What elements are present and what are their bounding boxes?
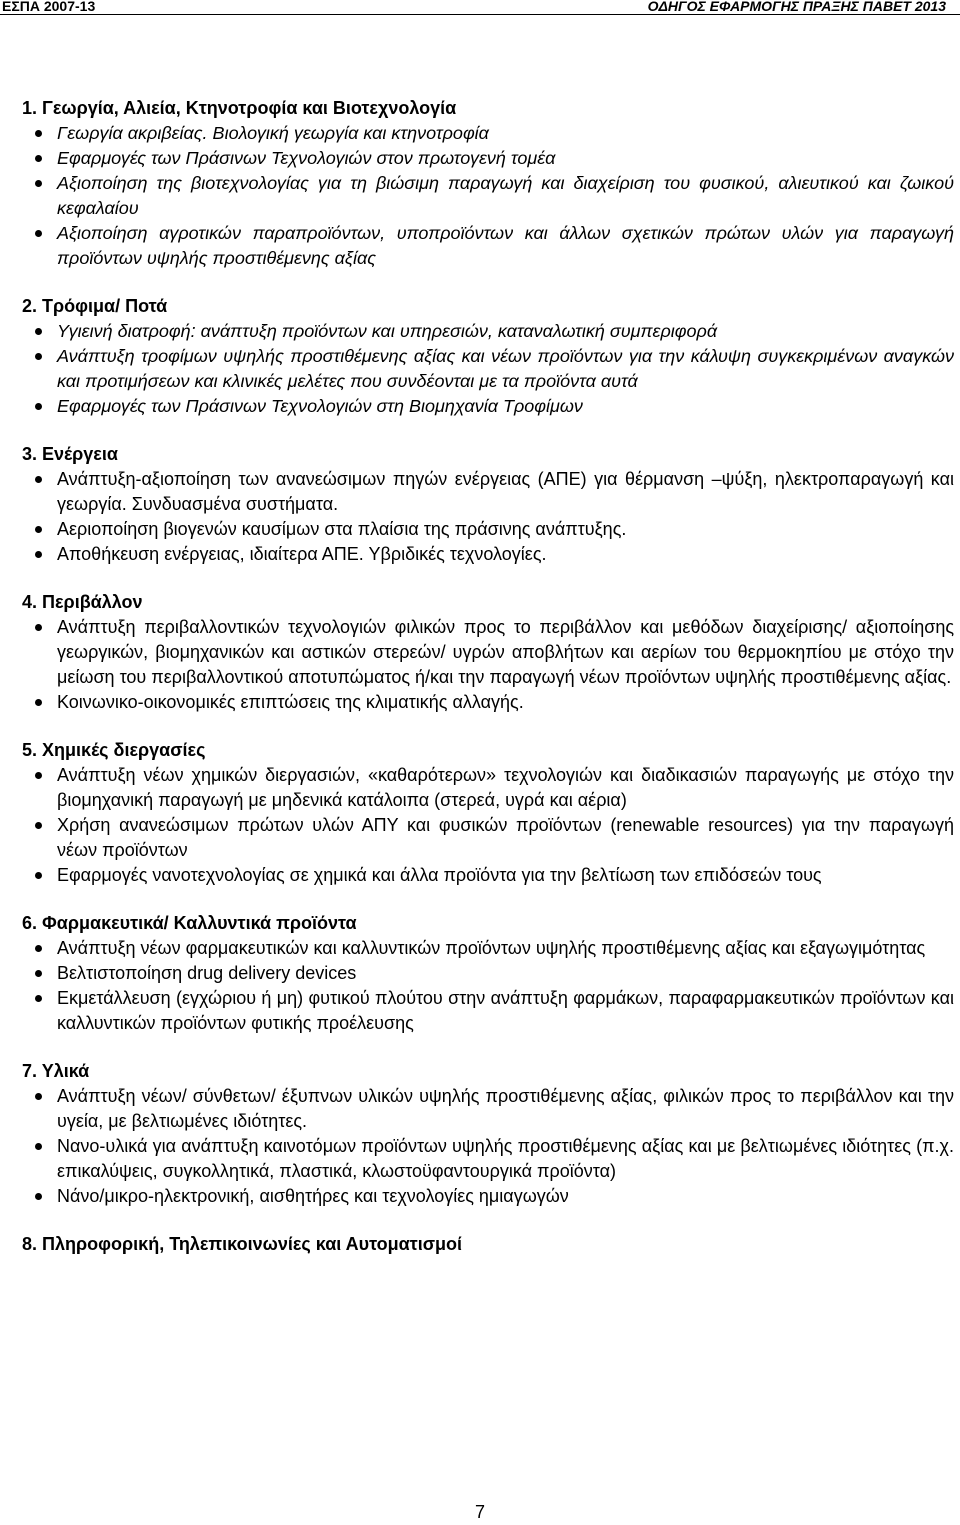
list-item: Νανο-υλικά για ανάπτυξη καινοτόμων προϊόντων υψηλής προστιθέμενης αξίας και με βελτιωμένες ιδιότητες (π.χ. επικαλύψεις, συγκολλητικά, πλαστικά, κλωστοϋφαντουργικά προϊόντα) (22, 1134, 954, 1184)
section-title: 2. Τρόφιμα/ Ποτά (22, 296, 168, 316)
list-item: Εφαρμογές των Πράσινων Τεχνολογιών στον πρωτογενή τομέα (22, 146, 954, 171)
list-item: Ανάπτυξη-αξιοποίηση των ανανεώσιμων πηγών ενέργειας (ΑΠΕ) για θέρμανση –ψύξη, ηλεκτροπαραγωγή και γεωργία. Συνδυασμένα συστήματα. (22, 467, 954, 517)
bullet-list (22, 763, 954, 888)
list-item: Ανάπτυξη περιβαλλοντικών τεχνολογιών φιλικών προς το περιβάλλον και μεθόδων διαχείρισης/ αξιοποίησης γεωργικών, βιομηχανικών και αστικών στερεών/ υγρών αποβλήτων και αερίων του θερμοκηπίου με στόχο την μείωση του περιβαλλοντικού αποτυπώματος ή/και την παραγωγή νέων προϊόντων υψηλής προστιθέμενης αξίας. (22, 615, 954, 690)
page-header (0, 0, 960, 15)
header-right-text: ΟΔΗΓΟΣ ΕΦΑΡΜΟΓΗΣ ΠΡΑΞΗΣ ΠΑΒΕΤ 2013 (647, 0, 946, 14)
page-number: 7 (474, 1502, 485, 1522)
list-item: Βελτιστοποίηση drug delivery devices (22, 961, 954, 986)
list-item: Εφαρμογές των Πράσινων Τεχνολογιών στη Βιομηχανία Τροφίμων (22, 394, 954, 419)
section-8 (22, 1232, 954, 1257)
section-2 (22, 294, 954, 419)
section-title: 1. Γεωργία, Αλιεία, Κτηνοτροφία και Βιοτεχνολογία (22, 98, 457, 118)
list-item: Αξιοποίηση της βιοτεχνολογίας για τη βιώσιμη παραγωγή και διαχείριση του φυσικού, αλιευτικού και ζωικού κεφαλαίου (22, 171, 954, 221)
list-item: Κοινωνικο-οικονομικές επιπτώσεις της κλιματικής αλλαγής. (22, 690, 954, 715)
section-title: 5. Χημικές διεργασίες (22, 740, 206, 760)
section-6 (22, 911, 954, 1036)
bullet-list (22, 121, 954, 271)
bullet-list (22, 1084, 954, 1209)
list-item: Υγιεινή διατροφή: ανάπτυξη προϊόντων και υπηρεσιών, καταναλωτική συμπεριφορά (22, 319, 954, 344)
section-7 (22, 1059, 954, 1209)
bullet-list (22, 319, 954, 419)
list-item: Αποθήκευση ενέργειας, ιδιαίτερα ΑΠΕ. Υβριδικές τεχνολογίες. (22, 542, 954, 567)
section-title: 7. Υλικά (22, 1061, 90, 1081)
section-4 (22, 590, 954, 715)
section-5 (22, 738, 954, 888)
list-item: Ανάπτυξη νέων χημικών διεργασιών, «καθαρότερων» τεχνολογιών και διαδικασιών παραγωγής με στόχο την βιομηχανική παραγωγή με μηδενικά κατάλοιπα (στερεά, υγρά και αέρια) (22, 763, 954, 813)
list-item: Νάνο/μικρο-ηλεκτρονική, αισθητήρες και τεχνολογίες ημιαγωγών (22, 1184, 954, 1209)
section-3 (22, 442, 954, 567)
bullet-list (22, 467, 954, 567)
list-item: Ανάπτυξη τροφίμων υψηλής προστιθέμενης αξίας και νέων προϊόντων για την κάλυψη συγκεκριμένων αναγκών και προτιμήσεων και κλινικές μελέτες που συνδέονται με τα προϊόντα αυτά (22, 344, 954, 394)
section-title: 8. Πληροφορική, Τηλεπικοινωνίες και Αυτοματισμοί (22, 1234, 463, 1254)
list-item: Γεωργία ακριβείας. Βιολογική γεωργία και κτηνοτροφία (22, 121, 954, 146)
list-item: Αξιοποίηση αγροτικών παραπροϊόντων, υποπροϊόντων και άλλων σχετικών πρώτων υλών για παραγωγή προϊόντων υψηλής προστιθέμενης αξίας (22, 221, 954, 271)
bullet-list (22, 936, 954, 1036)
section-1 (22, 96, 954, 271)
list-item: Ανάπτυξη νέων φαρμακευτικών και καλλυντικών προϊόντων υψηλής προστιθέμενης αξίας και εξαγωγιμότητας (22, 936, 954, 961)
section-title: 4. Περιβάλλον (22, 592, 143, 612)
section-title: 6. Φαρμακευτικά/ Καλλυντικά προϊόντα (22, 913, 357, 933)
list-item: Χρήση ανανεώσιμων πρώτων υλών ΑΠΥ και φυσικών προϊόντων (renewable resources) για την παραγωγή νέων προϊόντων (22, 813, 954, 863)
document-body (22, 96, 954, 1280)
header-left-text: ΕΣΠΑ 2007-13 (2, 0, 96, 14)
section-title: 3. Ενέργεια (22, 444, 118, 464)
bullet-list (22, 615, 954, 715)
list-item: Εφαρμογές νανοτεχνολογίας σε χημικά και άλλα προϊόντα για την βελτίωση των επιδόσεών τους (22, 863, 954, 888)
list-item: Εκμετάλλευση (εγχώριου ή μη) φυτικού πλούτου στην ανάπτυξη φαρμάκων, παραφαρμακευτικών προϊόντων και καλλυντικών προϊόντων φυτικής προέλευσης (22, 986, 954, 1036)
list-item: Αεριοποίηση βιογενών καυσίμων στα πλαίσια της πράσινης ανάπτυξης. (22, 517, 954, 542)
list-item: Ανάπτυξη νέων/ σύνθετων/ έξυπνων υλικών υψηλής προστιθέμενης αξίας, φιλικών προς το περιβάλλον και την υγεία, με βελτιωμένες ιδιότητες. (22, 1084, 954, 1134)
